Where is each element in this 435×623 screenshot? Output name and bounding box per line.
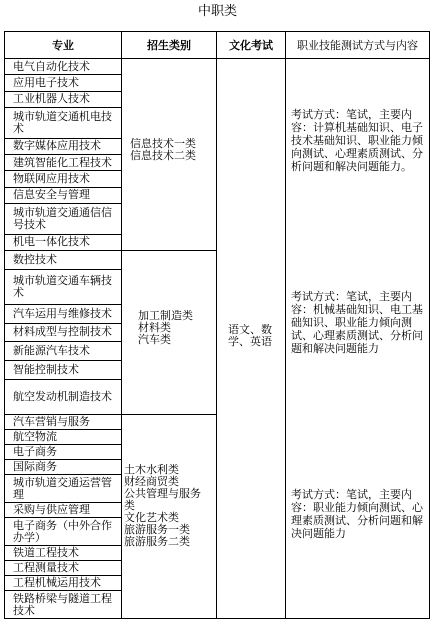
major-cell: 铁道工程技术 xyxy=(13,546,79,559)
major-cell: 工程测量技术 xyxy=(13,561,79,575)
page-title: 中职类 xyxy=(197,4,237,19)
header-culture: 文化考试 xyxy=(229,39,273,52)
col-divider xyxy=(285,32,286,618)
category-cell: 加工制造类 材料类 汽车类 xyxy=(138,310,193,346)
major-cell: 航空发动机制造技术 xyxy=(13,390,112,404)
major-cell: 电气自动化技术 xyxy=(13,59,90,73)
header-skill-test: 职业技能测试方式与内容 xyxy=(297,39,418,52)
major-cell: 城市轨道交通运营管理 xyxy=(13,475,112,501)
major-cell: 工业机器人技术 xyxy=(13,92,90,106)
header-category: 招生类别 xyxy=(147,39,191,52)
category-cell: 土木水利类 财经商贸类 公共管理与服务类 文化艺术类 旅游服务一类 旅游服务二类 xyxy=(124,464,201,548)
major-cell: 城市轨道交通通信信号技术 xyxy=(13,205,112,231)
major-cell: 电子商务（中外合作办学） xyxy=(13,518,112,544)
major-cell: 城市轨道交通机电技术 xyxy=(13,109,112,135)
major-cell: 数字媒体应用技术 xyxy=(13,139,101,153)
culture-exam-cell: 语文、数学、英语 xyxy=(228,324,272,348)
major-cell: 城市轨道交通车辆技术 xyxy=(13,273,112,299)
admission-table xyxy=(4,31,430,619)
major-cell: 新能源汽车技术 xyxy=(13,344,90,358)
major-cell: 铁路桥梁与隧道工程技术 xyxy=(13,591,112,617)
category-cell: 信息技术一类 信息技术二类 xyxy=(130,138,196,162)
skill-test-cell: 考试方式：笔试，主要内容：职业能力倾向测试、心理素质测试、分析问题和解决问题能力 xyxy=(291,488,423,540)
major-cell: 机电一体化技术 xyxy=(13,235,90,249)
major-cell: 汽车运用与维修技术 xyxy=(13,306,112,320)
major-cell: 航空物流 xyxy=(13,430,57,444)
major-cell: 采购与供应管理 xyxy=(13,503,90,517)
major-cell: 信息安全与管理 xyxy=(13,188,90,202)
major-cell: 汽车营销与服务 xyxy=(13,415,90,429)
major-cell: 电子商务 xyxy=(13,445,57,459)
major-cell: 智能控制技术 xyxy=(13,363,79,377)
major-cell: 应用电子技术 xyxy=(13,76,79,90)
skill-test-cell: 考试方式：笔试，主要内容：机械基础知识、电工基础知识、职业能力倾向测试、心理素质测试、分析问题和解决问题能力 xyxy=(291,290,423,355)
skill-test-cell: 考试方式：笔试，主要内容：计算机基础知识、电子技术基础知识、职业能力倾向测试、心理素质测试、分析问题和解决问题能力。 xyxy=(291,108,423,173)
header-major: 专业 xyxy=(52,39,74,52)
major-cell: 材料成型与控制技术 xyxy=(13,325,112,339)
major-cell: 工程机械运用技术 xyxy=(13,576,101,590)
major-cell: 国际商务 xyxy=(13,460,57,474)
major-cell: 数控技术 xyxy=(13,252,57,266)
major-cell: 物联网应用技术 xyxy=(13,172,90,186)
major-cell: 建筑智能化工程技术 xyxy=(13,155,112,169)
